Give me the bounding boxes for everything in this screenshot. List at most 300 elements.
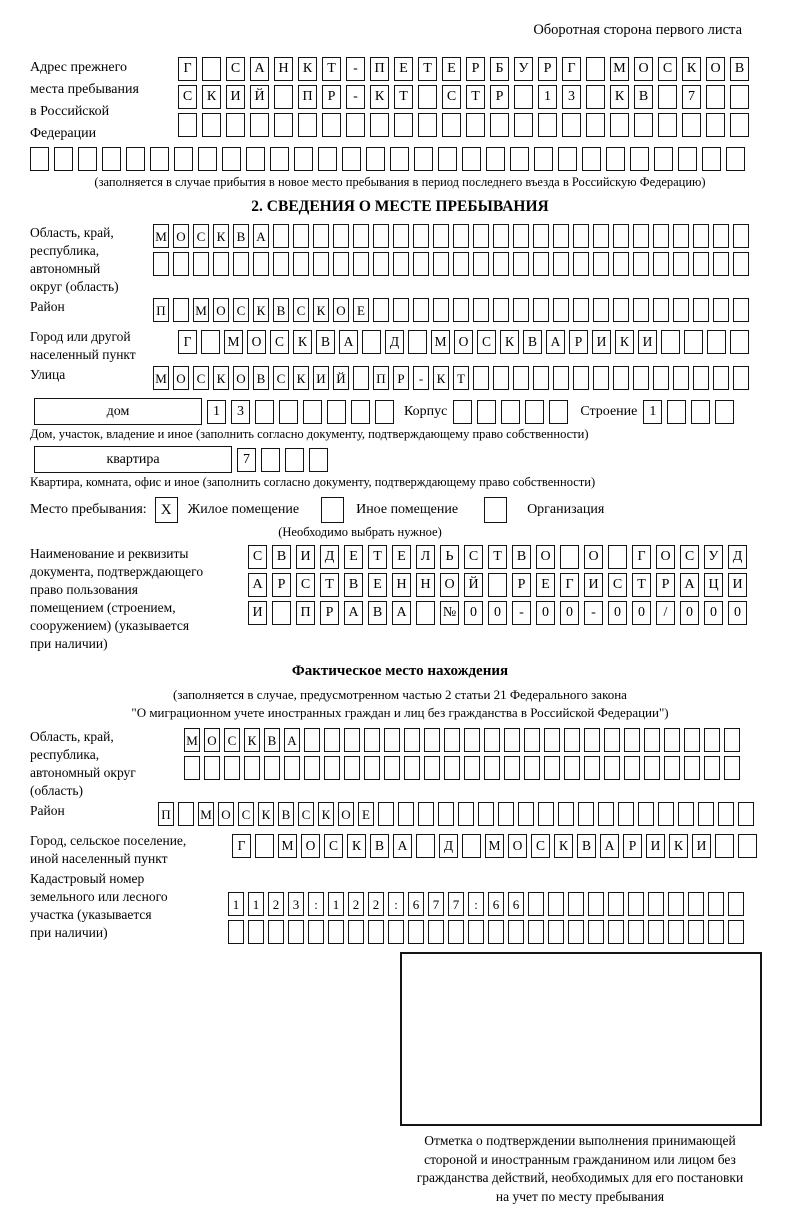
char-cell[interactable]: Р: [656, 573, 675, 597]
char-cell[interactable]: С: [442, 85, 461, 109]
char-cell[interactable]: [653, 252, 669, 276]
char-cell[interactable]: [573, 252, 589, 276]
char-cell[interactable]: [473, 252, 489, 276]
char-cell[interactable]: [728, 920, 744, 944]
char-cell[interactable]: О: [218, 802, 234, 826]
char-cell[interactable]: /: [656, 601, 675, 625]
char-cell[interactable]: [630, 147, 649, 171]
char-cell[interactable]: [486, 147, 505, 171]
char-cell[interactable]: [284, 756, 300, 780]
char-cell[interactable]: [274, 85, 293, 109]
char-cell[interactable]: К: [258, 802, 274, 826]
char-cell[interactable]: О: [634, 57, 653, 81]
char-cell[interactable]: 1: [207, 400, 226, 424]
char-cell[interactable]: [624, 756, 640, 780]
char-cell[interactable]: [368, 920, 384, 944]
char-cell[interactable]: [493, 224, 509, 248]
char-cell[interactable]: С: [238, 802, 254, 826]
char-cell[interactable]: [673, 366, 689, 390]
char-cell[interactable]: [184, 756, 200, 780]
char-cell[interactable]: Е: [442, 57, 461, 81]
char-cell[interactable]: [353, 252, 369, 276]
char-cell[interactable]: [573, 224, 589, 248]
char-cell[interactable]: [453, 400, 472, 424]
char-cell[interactable]: [458, 802, 474, 826]
char-cell[interactable]: -: [584, 601, 603, 625]
char-cell[interactable]: [733, 366, 749, 390]
char-cell[interactable]: В: [368, 601, 387, 625]
char-cell[interactable]: [560, 545, 579, 569]
char-cell[interactable]: [533, 298, 549, 322]
char-cell[interactable]: М: [198, 802, 214, 826]
char-cell[interactable]: [178, 802, 194, 826]
char-cell[interactable]: [638, 802, 654, 826]
char-cell[interactable]: [493, 252, 509, 276]
char-cell[interactable]: [433, 224, 449, 248]
char-cell[interactable]: [373, 298, 389, 322]
char-cell[interactable]: [304, 728, 320, 752]
char-cell[interactable]: [464, 756, 480, 780]
char-cell[interactable]: [644, 728, 660, 752]
char-cell[interactable]: [733, 252, 749, 276]
stay-type-checkbox-residential[interactable]: X: [155, 497, 178, 523]
char-cell[interactable]: [667, 400, 686, 424]
char-cell[interactable]: [150, 147, 169, 171]
char-cell[interactable]: П: [373, 366, 389, 390]
char-cell[interactable]: 0: [560, 601, 579, 625]
char-cell[interactable]: [308, 920, 324, 944]
char-cell[interactable]: [706, 113, 725, 137]
char-cell[interactable]: [255, 834, 274, 858]
char-cell[interactable]: [528, 892, 544, 916]
char-cell[interactable]: [553, 252, 569, 276]
char-cell[interactable]: Ц: [704, 573, 723, 597]
char-cell[interactable]: Т: [322, 57, 341, 81]
char-cell[interactable]: 0: [632, 601, 651, 625]
char-cell[interactable]: М: [485, 834, 504, 858]
char-cell[interactable]: 6: [508, 892, 524, 916]
char-cell[interactable]: [586, 85, 605, 109]
char-cell[interactable]: [514, 113, 533, 137]
char-cell[interactable]: [453, 298, 469, 322]
char-cell[interactable]: [562, 113, 581, 137]
char-cell[interactable]: [408, 920, 424, 944]
char-cell[interactable]: [333, 252, 349, 276]
char-cell[interactable]: [726, 147, 745, 171]
char-cell[interactable]: [416, 834, 435, 858]
char-cell[interactable]: [202, 113, 221, 137]
char-cell[interactable]: [693, 298, 709, 322]
char-cell[interactable]: [733, 224, 749, 248]
char-cell[interactable]: [658, 113, 677, 137]
char-cell[interactable]: [384, 728, 400, 752]
char-cell[interactable]: [390, 147, 409, 171]
char-cell[interactable]: [513, 252, 529, 276]
char-cell[interactable]: Р: [623, 834, 642, 858]
char-cell[interactable]: [126, 147, 145, 171]
char-cell[interactable]: Е: [368, 573, 387, 597]
char-cell[interactable]: [608, 545, 627, 569]
char-cell[interactable]: [604, 728, 620, 752]
char-cell[interactable]: [658, 802, 674, 826]
char-cell[interactable]: [553, 298, 569, 322]
char-cell[interactable]: [393, 224, 409, 248]
char-cell[interactable]: [693, 252, 709, 276]
char-cell[interactable]: 1: [538, 85, 557, 109]
char-cell[interactable]: [153, 252, 169, 276]
char-cell[interactable]: М: [193, 298, 209, 322]
char-cell[interactable]: [373, 224, 389, 248]
char-cell[interactable]: [653, 224, 669, 248]
char-cell[interactable]: 0: [488, 601, 507, 625]
char-cell[interactable]: [730, 85, 749, 109]
char-cell[interactable]: [533, 252, 549, 276]
char-cell[interactable]: [733, 298, 749, 322]
char-cell[interactable]: К: [669, 834, 688, 858]
char-cell[interactable]: [293, 252, 309, 276]
char-cell[interactable]: К: [202, 85, 221, 109]
char-cell[interactable]: [213, 252, 229, 276]
char-cell[interactable]: [684, 756, 700, 780]
char-cell[interactable]: [327, 400, 346, 424]
char-cell[interactable]: [684, 728, 700, 752]
char-cell[interactable]: К: [293, 330, 312, 354]
char-cell[interactable]: В: [233, 224, 249, 248]
char-cell[interactable]: [584, 756, 600, 780]
char-cell[interactable]: О: [233, 366, 249, 390]
char-cell[interactable]: [488, 573, 507, 597]
char-cell[interactable]: [416, 601, 435, 625]
char-cell[interactable]: [504, 728, 520, 752]
char-cell[interactable]: [661, 330, 680, 354]
char-cell[interactable]: В: [273, 298, 289, 322]
char-cell[interactable]: 3: [288, 892, 304, 916]
char-cell[interactable]: [375, 400, 394, 424]
char-cell[interactable]: [328, 920, 344, 944]
char-cell[interactable]: Р: [272, 573, 291, 597]
char-cell[interactable]: [608, 920, 624, 944]
char-cell[interactable]: Р: [569, 330, 588, 354]
char-cell[interactable]: Т: [453, 366, 469, 390]
char-cell[interactable]: [201, 330, 220, 354]
char-cell[interactable]: Л: [416, 545, 435, 569]
char-cell[interactable]: [54, 147, 73, 171]
char-cell[interactable]: В: [730, 57, 749, 81]
char-cell[interactable]: [488, 920, 504, 944]
char-cell[interactable]: №: [440, 601, 459, 625]
char-cell[interactable]: [510, 147, 529, 171]
char-cell[interactable]: [573, 366, 589, 390]
char-cell[interactable]: [598, 802, 614, 826]
char-cell[interactable]: [707, 330, 726, 354]
char-cell[interactable]: [713, 252, 729, 276]
char-cell[interactable]: [273, 252, 289, 276]
char-cell[interactable]: [204, 756, 220, 780]
char-cell[interactable]: М: [153, 366, 169, 390]
char-cell[interactable]: [255, 400, 274, 424]
char-cell[interactable]: [178, 113, 197, 137]
char-cell[interactable]: [718, 802, 734, 826]
char-cell[interactable]: А: [392, 601, 411, 625]
char-cell[interactable]: [222, 147, 241, 171]
char-cell[interactable]: У: [514, 57, 533, 81]
char-cell[interactable]: О: [536, 545, 555, 569]
char-cell[interactable]: [513, 366, 529, 390]
char-cell[interactable]: С: [680, 545, 699, 569]
char-cell[interactable]: [408, 330, 427, 354]
char-cell[interactable]: [501, 400, 520, 424]
char-cell[interactable]: [715, 400, 734, 424]
char-cell[interactable]: О: [454, 330, 473, 354]
char-cell[interactable]: Н: [274, 57, 293, 81]
char-cell[interactable]: [248, 920, 264, 944]
char-cell[interactable]: [444, 728, 460, 752]
char-cell[interactable]: [279, 400, 298, 424]
char-cell[interactable]: А: [248, 573, 267, 597]
char-cell[interactable]: [270, 147, 289, 171]
char-cell[interactable]: [453, 224, 469, 248]
char-cell[interactable]: Р: [320, 601, 339, 625]
char-cell[interactable]: [658, 85, 677, 109]
char-cell[interactable]: 2: [268, 892, 284, 916]
char-cell[interactable]: 7: [448, 892, 464, 916]
char-cell[interactable]: [433, 252, 449, 276]
char-cell[interactable]: [593, 252, 609, 276]
char-cell[interactable]: Д: [320, 545, 339, 569]
char-cell[interactable]: 1: [248, 892, 264, 916]
char-cell[interactable]: И: [248, 601, 267, 625]
char-cell[interactable]: [588, 892, 604, 916]
char-cell[interactable]: С: [224, 728, 240, 752]
char-cell[interactable]: [524, 728, 540, 752]
char-cell[interactable]: 1: [328, 892, 344, 916]
char-cell[interactable]: -: [413, 366, 429, 390]
char-cell[interactable]: [534, 147, 553, 171]
char-cell[interactable]: Е: [536, 573, 555, 597]
char-cell[interactable]: [364, 756, 380, 780]
char-cell[interactable]: К: [213, 366, 229, 390]
char-cell[interactable]: [586, 113, 605, 137]
char-cell[interactable]: [246, 147, 265, 171]
char-cell[interactable]: [78, 147, 97, 171]
char-cell[interactable]: [413, 224, 429, 248]
char-cell[interactable]: Д: [439, 834, 458, 858]
char-cell[interactable]: В: [577, 834, 596, 858]
char-cell[interactable]: М: [278, 834, 297, 858]
char-cell[interactable]: [473, 366, 489, 390]
char-cell[interactable]: [414, 147, 433, 171]
char-cell[interactable]: А: [680, 573, 699, 597]
char-cell[interactable]: [364, 728, 380, 752]
char-cell[interactable]: [533, 224, 549, 248]
char-cell[interactable]: [586, 57, 605, 81]
char-cell[interactable]: [413, 252, 429, 276]
char-cell[interactable]: [633, 298, 649, 322]
char-cell[interactable]: [398, 802, 414, 826]
char-cell[interactable]: [388, 920, 404, 944]
char-cell[interactable]: Й: [333, 366, 349, 390]
char-cell[interactable]: [528, 920, 544, 944]
char-cell[interactable]: [584, 728, 600, 752]
char-cell[interactable]: Г: [232, 834, 251, 858]
char-cell[interactable]: [324, 728, 340, 752]
char-cell[interactable]: [404, 728, 420, 752]
char-cell[interactable]: [484, 756, 500, 780]
char-cell[interactable]: [738, 834, 757, 858]
char-cell[interactable]: [738, 802, 754, 826]
char-cell[interactable]: О: [440, 573, 459, 597]
char-cell[interactable]: [448, 920, 464, 944]
char-cell[interactable]: [493, 298, 509, 322]
char-cell[interactable]: С: [608, 573, 627, 597]
char-cell[interactable]: [538, 802, 554, 826]
char-cell[interactable]: К: [682, 57, 701, 81]
char-cell[interactable]: 0: [464, 601, 483, 625]
char-cell[interactable]: М: [610, 57, 629, 81]
char-cell[interactable]: [613, 298, 629, 322]
char-cell[interactable]: В: [278, 802, 294, 826]
char-cell[interactable]: [564, 756, 580, 780]
char-cell[interactable]: [346, 113, 365, 137]
char-cell[interactable]: Й: [464, 573, 483, 597]
char-cell[interactable]: С: [233, 298, 249, 322]
char-cell[interactable]: Й: [250, 85, 269, 109]
char-cell[interactable]: 2: [348, 892, 364, 916]
char-cell[interactable]: М: [431, 330, 450, 354]
char-cell[interactable]: [30, 147, 49, 171]
char-cell[interactable]: [525, 400, 544, 424]
char-cell[interactable]: [294, 147, 313, 171]
char-cell[interactable]: О: [338, 802, 354, 826]
char-cell[interactable]: В: [316, 330, 335, 354]
char-cell[interactable]: [684, 330, 703, 354]
char-cell[interactable]: [644, 756, 660, 780]
char-cell[interactable]: О: [656, 545, 675, 569]
char-cell[interactable]: 6: [408, 892, 424, 916]
char-cell[interactable]: [344, 728, 360, 752]
char-cell[interactable]: [618, 802, 634, 826]
char-cell[interactable]: 0: [704, 601, 723, 625]
char-cell[interactable]: [303, 400, 322, 424]
char-cell[interactable]: [648, 920, 664, 944]
char-cell[interactable]: [698, 802, 714, 826]
char-cell[interactable]: С: [270, 330, 289, 354]
char-cell[interactable]: 7: [237, 448, 256, 472]
char-cell[interactable]: [582, 147, 601, 171]
char-cell[interactable]: [344, 756, 360, 780]
char-cell[interactable]: [466, 113, 485, 137]
char-cell[interactable]: [514, 85, 533, 109]
char-cell[interactable]: Г: [562, 57, 581, 81]
char-cell[interactable]: У: [704, 545, 723, 569]
char-cell[interactable]: К: [610, 85, 629, 109]
char-cell[interactable]: О: [706, 57, 725, 81]
char-cell[interactable]: [226, 113, 245, 137]
char-cell[interactable]: [413, 298, 429, 322]
char-cell[interactable]: [353, 224, 369, 248]
char-cell[interactable]: [333, 224, 349, 248]
char-cell[interactable]: О: [173, 224, 189, 248]
char-cell[interactable]: [578, 802, 594, 826]
char-cell[interactable]: -: [512, 601, 531, 625]
char-cell[interactable]: 1: [643, 400, 662, 424]
char-cell[interactable]: [464, 728, 480, 752]
char-cell[interactable]: С: [531, 834, 550, 858]
char-cell[interactable]: И: [584, 573, 603, 597]
char-cell[interactable]: [608, 892, 624, 916]
char-cell[interactable]: П: [158, 802, 174, 826]
char-cell[interactable]: Г: [178, 57, 197, 81]
char-cell[interactable]: [353, 366, 369, 390]
char-cell[interactable]: И: [296, 545, 315, 569]
char-cell[interactable]: В: [272, 545, 291, 569]
char-cell[interactable]: [518, 802, 534, 826]
char-cell[interactable]: [693, 224, 709, 248]
char-cell[interactable]: [553, 224, 569, 248]
char-cell[interactable]: [462, 834, 481, 858]
char-cell[interactable]: [298, 113, 317, 137]
char-cell[interactable]: [362, 330, 381, 354]
char-cell[interactable]: С: [293, 298, 309, 322]
char-cell[interactable]: В: [370, 834, 389, 858]
char-cell[interactable]: 1: [228, 892, 244, 916]
char-cell[interactable]: [418, 85, 437, 109]
char-cell[interactable]: [568, 920, 584, 944]
char-cell[interactable]: 7: [682, 85, 701, 109]
char-cell[interactable]: [724, 728, 740, 752]
char-cell[interactable]: [394, 113, 413, 137]
char-cell[interactable]: [378, 802, 394, 826]
char-cell[interactable]: О: [173, 366, 189, 390]
char-cell[interactable]: Р: [322, 85, 341, 109]
char-cell[interactable]: [493, 366, 509, 390]
char-cell[interactable]: [664, 728, 680, 752]
char-cell[interactable]: [593, 366, 609, 390]
stay-type-checkbox-organization[interactable]: [484, 497, 507, 523]
char-cell[interactable]: Е: [344, 545, 363, 569]
char-cell[interactable]: [613, 224, 629, 248]
char-cell[interactable]: [418, 802, 434, 826]
char-cell[interactable]: [261, 448, 280, 472]
char-cell[interactable]: [442, 113, 461, 137]
char-cell[interactable]: А: [253, 224, 269, 248]
char-cell[interactable]: [549, 400, 568, 424]
char-cell[interactable]: [548, 920, 564, 944]
char-cell[interactable]: [682, 113, 701, 137]
char-cell[interactable]: О: [301, 834, 320, 858]
char-cell[interactable]: [544, 728, 560, 752]
char-cell[interactable]: С: [248, 545, 267, 569]
char-cell[interactable]: [668, 892, 684, 916]
char-cell[interactable]: К: [370, 85, 389, 109]
char-cell[interactable]: И: [638, 330, 657, 354]
char-cell[interactable]: [342, 147, 361, 171]
char-cell[interactable]: [628, 920, 644, 944]
char-cell[interactable]: [653, 298, 669, 322]
char-cell[interactable]: К: [318, 802, 334, 826]
char-cell[interactable]: Т: [394, 85, 413, 109]
char-cell[interactable]: [513, 224, 529, 248]
char-cell[interactable]: Р: [512, 573, 531, 597]
char-cell[interactable]: К: [347, 834, 366, 858]
char-cell[interactable]: 0: [680, 601, 699, 625]
char-cell[interactable]: [715, 834, 734, 858]
char-cell[interactable]: С: [273, 366, 289, 390]
char-cell[interactable]: [174, 147, 193, 171]
char-cell[interactable]: [728, 892, 744, 916]
char-cell[interactable]: [273, 224, 289, 248]
char-cell[interactable]: [564, 728, 580, 752]
